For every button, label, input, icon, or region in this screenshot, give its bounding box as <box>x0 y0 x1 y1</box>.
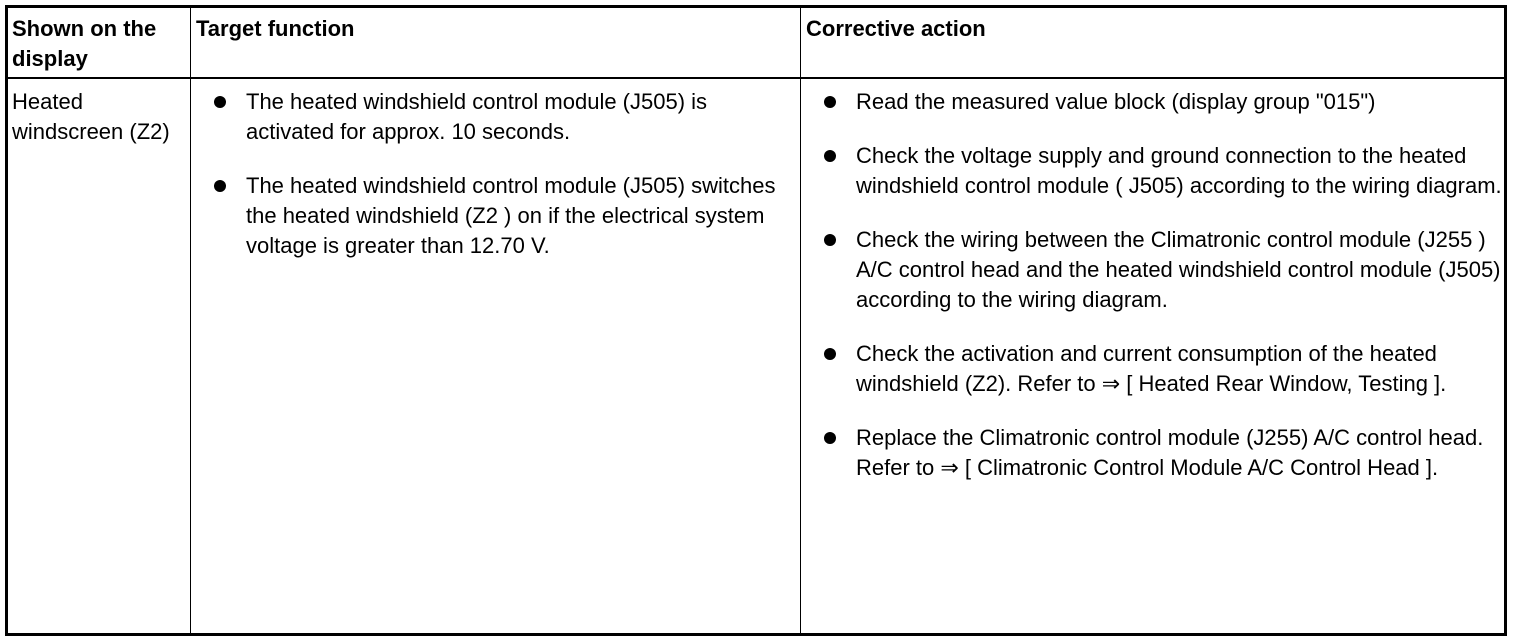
list-item <box>822 87 1506 117</box>
list-item <box>212 87 796 147</box>
header-divider <box>8 77 1504 79</box>
column-divider <box>190 8 191 633</box>
action-item-text: Check the wiring between the Climatronic control module (J255 ) A/C control head and the heated windshield control module (J505) according to the wiring diagram. <box>856 227 1501 312</box>
bullet-icon <box>824 96 836 108</box>
action-item-text: Replace the Climatronic control module (J255) A/C control head. Refer to ⇒ [ Climatronic Control Module A/C Control Head ]. <box>856 425 1484 480</box>
target-item-text: The heated windshield control module (J505) switches the heated windshield (Z2 ) on if the electrical system voltage is greater than 12.70 V. <box>246 173 776 258</box>
action-item-text: Check the voltage supply and ground connection to the heated windshield control module ( J505) according to the wiring diagram. <box>856 143 1502 198</box>
list-item <box>212 171 796 261</box>
target-item-text: The heated windshield control module (J505) is activated for approx. 10 seconds. <box>246 89 708 144</box>
bullet-icon <box>824 234 836 246</box>
display-value-cell: Heated windscreen (Z2) <box>12 89 170 144</box>
diagnostic-table <box>5 5 1507 636</box>
bullet-icon <box>214 96 226 108</box>
list-item <box>822 423 1506 483</box>
bullet-icon <box>824 348 836 360</box>
column-divider <box>800 8 801 633</box>
header-corrective-action: Corrective action <box>806 16 986 41</box>
list-item <box>822 225 1506 315</box>
corrective-action-cell <box>822 87 1506 507</box>
action-item-text: Read the measured value block (display group "015") <box>856 89 1376 114</box>
header-target-function: Target function <box>196 16 355 41</box>
bullet-icon <box>824 150 836 162</box>
header-shown-on-display: Shown on the display <box>12 16 157 71</box>
list-item <box>822 339 1506 399</box>
list-item <box>822 141 1506 201</box>
action-item-text: Check the activation and current consumption of the heated windshield (Z2). Refer to ⇒ [ Heated Rear Window, Testing ]. <box>856 341 1447 396</box>
bullet-icon <box>214 180 226 192</box>
target-function-cell <box>212 87 796 285</box>
bullet-icon <box>824 432 836 444</box>
